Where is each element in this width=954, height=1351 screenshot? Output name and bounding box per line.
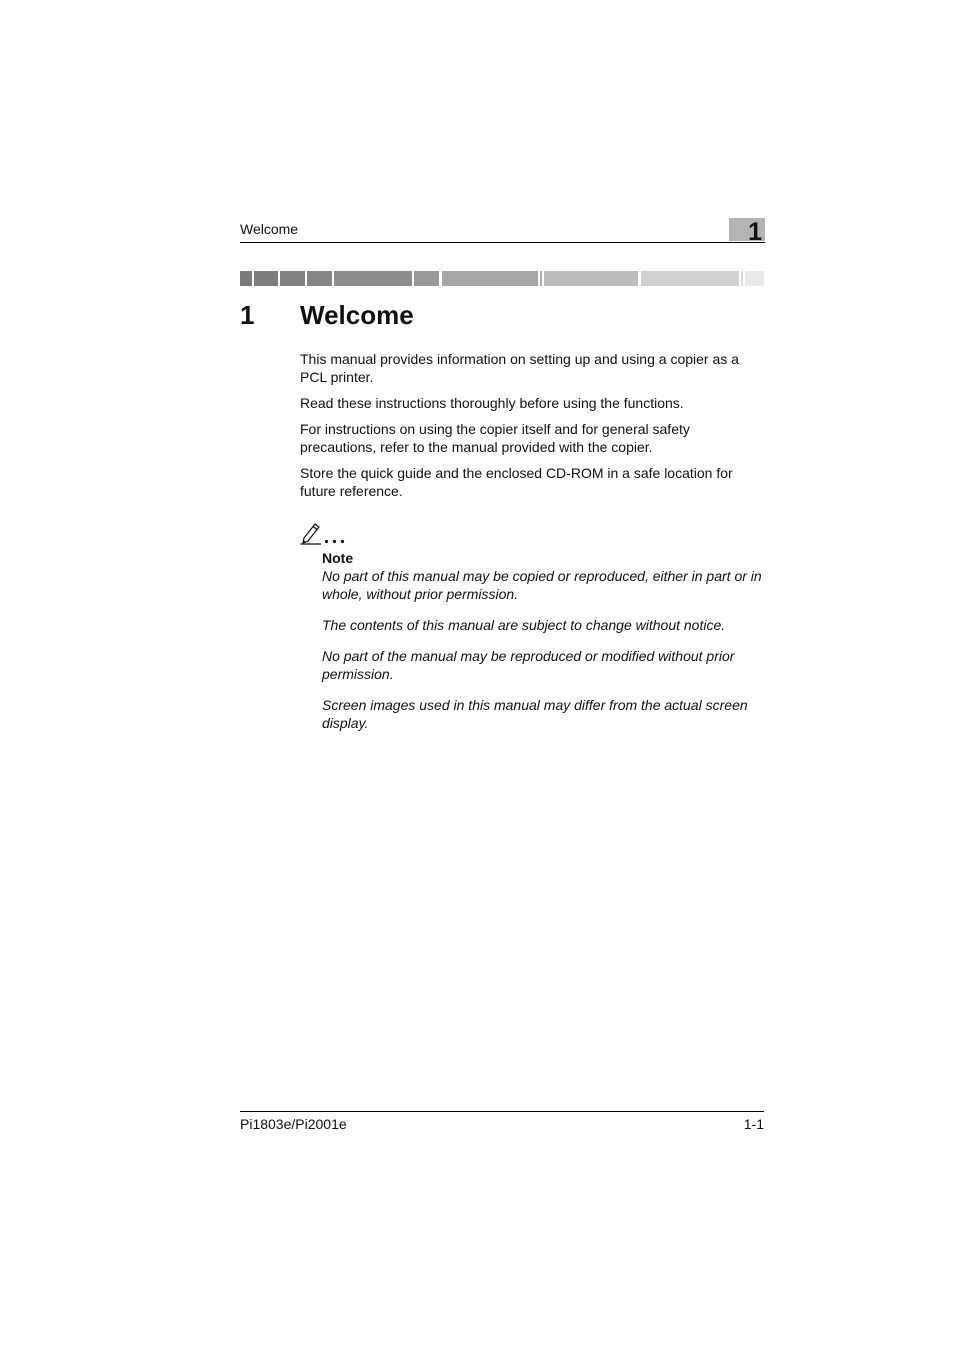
- deco-segment: [745, 271, 764, 286]
- deco-segment: [414, 271, 439, 286]
- deco-segment: [741, 271, 743, 286]
- decorative-gradient-bar: [240, 271, 764, 286]
- chapter-title: Welcome: [300, 300, 414, 330]
- intro-paragraph: For instructions on using the copier itself and for general safety precautions, refer to the manual provided with the copier.: [300, 421, 690, 455]
- deco-segment: [641, 271, 739, 286]
- deco-segment: [240, 271, 252, 286]
- deco-segment: [544, 271, 638, 286]
- chapter-tab: [729, 218, 765, 246]
- note-items: [322, 567, 766, 745]
- intro-paragraph: Store the quick guide and the enclosed CD-ROM in a safe location for future reference.: [300, 465, 733, 499]
- footer-page-number: 1-1: [743, 1116, 764, 1132]
- note-item: Screen images used in this manual may differ from the actual screen display.: [322, 697, 748, 731]
- deco-segment: [307, 271, 332, 286]
- deco-segment: [254, 271, 278, 286]
- note-item: No part of the manual may be reproduced or modified without prior permission.: [322, 648, 735, 682]
- note-item: The contents of this manual are subject to change without notice.: [322, 617, 726, 633]
- deco-segment: [540, 271, 542, 286]
- note-item: No part of this manual may be copied or reproduced, either in part or in whole, without prior permission.: [322, 568, 762, 602]
- deco-segment: [442, 271, 538, 286]
- note-label: Note: [322, 550, 354, 566]
- chapter-tab-number: 1: [748, 218, 762, 246]
- pencil-note-icon: [300, 520, 350, 546]
- deco-segment: [334, 271, 412, 286]
- intro-paragraph: This manual provides information on setting up and using a copier as a PCL printer.: [300, 351, 739, 385]
- intro-text: [300, 350, 766, 508]
- chapter-number: 1: [240, 300, 255, 330]
- running-footer: [240, 1111, 764, 1136]
- footer-product-name: Pi1803e/Pi2001e: [240, 1116, 347, 1132]
- running-header: [240, 218, 765, 246]
- deco-segment: [280, 271, 305, 286]
- header-section-title: Welcome: [240, 221, 299, 237]
- intro-paragraph: Read these instructions thoroughly before using the functions.: [300, 395, 684, 411]
